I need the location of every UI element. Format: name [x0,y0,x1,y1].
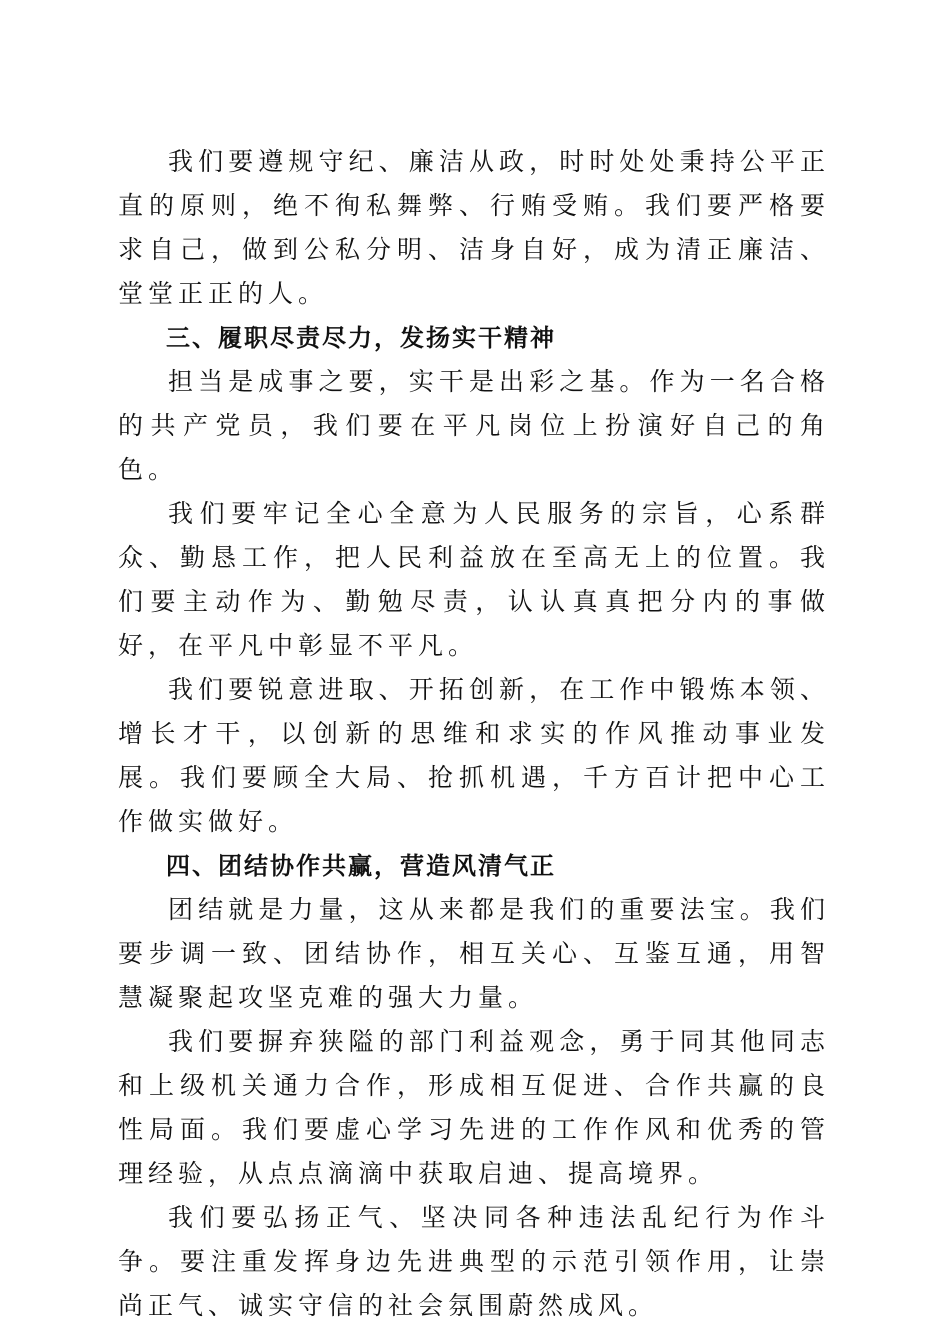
section-heading-4: 四、团结协作共赢，营造风清气正 [166,852,556,880]
paragraph-serve-people: 我们要牢记全心全意为人民服务的宗旨，心系群众、勤恳工作，把人民利益放在至高无上的位置。我们要主动作为、勤勉尽责，认认真真把分内的事做好，在平凡中彰显不平凡。 [118,499,830,660]
paragraph-integrity: 我们要遵规守纪、廉洁从政，时时处处秉持公平正直的原则，绝不徇私舞弊、行贿受贿。我们要严格要求自己，做到公私分明、洁身自好，成为清正廉洁、堂堂正正的人。 [118,147,830,308]
paragraph-uprightness: 我们要弘扬正气、坚决同各种违法乱纪行为作斗争。要注重发挥身边先进典型的示范引领作用，让崇尚正气、诚实守信的社会氛围蔚然成风。 [118,1203,830,1320]
section-heading-3: 三、履职尽责尽力，发扬实干精神 [166,324,556,352]
paragraph-innovation: 我们要锐意进取、开拓创新，在工作中锻炼本领、增长才干，以创新的思维和求实的作风推动事业发展。我们要顾全大局、抢抓机遇，千方百计把中心工作做实做好。 [118,675,830,836]
paragraph-unity: 团结就是力量，这从来都是我们的重要法宝。我们要步调一致、团结协作，相互关心、互鉴互通，用智慧凝聚起攻坚克难的强大力量。 [118,895,830,1012]
paragraph-responsibility: 担当是成事之要，实干是出彩之基。作为一名合格的共产党员，我们要在平凡岗位上扮演好自己的角色。 [118,367,830,484]
document-body [118,140,830,1328]
paragraph-cooperation: 我们要摒弃狭隘的部门利益观念，勇于同其他同志和上级机关通力合作，形成相互促进、合作共赢的良性局面。我们要虚心学习先进的工作作风和优秀的管理经验，从点点滴滴中获取启迪、提高境界。 [118,1027,830,1188]
